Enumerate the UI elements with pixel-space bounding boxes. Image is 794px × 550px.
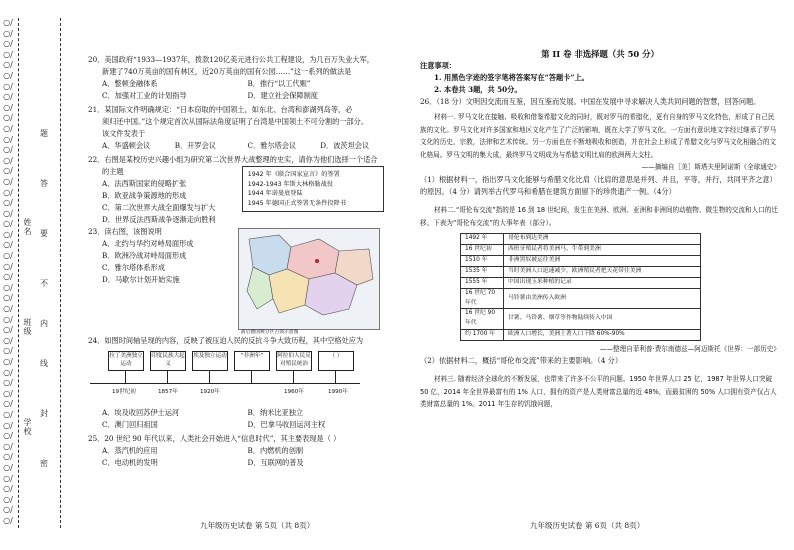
- q25-option-c[interactable]: C．电动机的发明: [102, 458, 158, 467]
- table-cell-event: 当时美洲人口迅速减少，欧洲殖民者把天花带往美洲: [504, 267, 701, 278]
- timeline-year: 1960年: [284, 389, 304, 395]
- timeline-blank[interactable]: （ ）: [318, 351, 354, 371]
- school-label: 学校: [23, 418, 32, 436]
- table-cell-event: 甘薯、马铃薯、烟草等作物陆续传入中国: [504, 309, 701, 329]
- material-1: 材料一. 罗马文化在接触、吸收和借鉴希腊文化的同时，既对罗马的希腊化，更有自身的罗马文化特色，形成了自己民族的文化。罗马文化对许多国家和地区文化产生了广泛的影响，既在大学了罗马文化，一方面有意识地文字经过继承了罗马文化的历史，宗教，法律和艺术传统。另一方面也在不断地吸收和创造，并在社会上形成了希腊文化与罗马文化相融合的文化格局。罗马文明的集大成，最终罗马文明成为与希腊文明比肩的欧洲两大支柱。: [420, 113, 777, 159]
- q24-option-b[interactable]: B．纳米比亚独立: [247, 408, 304, 417]
- timeline-tick: [167, 370, 168, 383]
- section-title: 第 II 卷 非选择题（共 50 分）: [541, 49, 659, 59]
- page-footer-right: 九年级历史试卷 第 6页（共 8页）: [530, 521, 645, 530]
- fact-item: 1942-1943 年斯大林格勒战役: [247, 180, 333, 188]
- table-cell-year: 1555 年: [461, 278, 504, 289]
- timeline-year: 1920年: [200, 389, 220, 395]
- table-cell-year: 1510 年: [461, 256, 504, 267]
- q24-options: [88, 407, 393, 419]
- table-cell-event: 中国出现玉米种植的记录: [504, 278, 701, 289]
- timeline-axis: [90, 383, 360, 384]
- material-2-source: ——整理自菲利普·费尔南德兹—阿迈斯托《世界：一部历史》: [599, 344, 780, 353]
- timeline-tick: [293, 370, 294, 383]
- table-cell-year: 约 1700 年: [461, 329, 504, 340]
- timeline-event: “非洲年”: [234, 351, 270, 371]
- q22-stem: 22．右图是某校历史兴趣小组为研究第二次世界大战整理的史实，请你为他们选择一个适合: [88, 155, 378, 164]
- q20-option-b[interactable]: B．推行“以工代赈”: [247, 79, 311, 88]
- q22-q23-options: [88, 166, 238, 331]
- timeline-event: 印度民族大起义: [150, 351, 186, 371]
- seal-word: 不: [40, 279, 48, 288]
- q24-timeline: [88, 349, 393, 407]
- table-row: [461, 289, 701, 309]
- name-label: 姓名: [23, 218, 32, 236]
- table-row: [461, 329, 701, 340]
- table-cell-event: 哥伦布到达美洲: [504, 234, 701, 245]
- q20-option-d[interactable]: D．建立社会保障制度: [247, 91, 318, 100]
- q22-option-d[interactable]: D．世界反法西斯战争逐渐走向胜利: [102, 215, 216, 224]
- table-cell-year: 16 世纪 70 年代: [461, 289, 504, 309]
- wwii-facts-box: [242, 166, 384, 212]
- q23-option-b[interactable]: B．欧洲冷战对峙局面形成: [102, 251, 187, 260]
- q23-stem: 23．读右图，该图说明: [88, 227, 162, 236]
- table-cell-year: 16 世纪 90 年代: [461, 309, 504, 329]
- note-item: 1. 用黑色字迹的签字笔将答案写在“答题卡”上。: [434, 73, 589, 82]
- q24-option-d[interactable]: D．巴拿马收回运河主权: [247, 420, 326, 429]
- q25-option-a[interactable]: A．蒸汽机的应用: [102, 446, 158, 455]
- q22-stem: 的主题: [102, 167, 124, 176]
- q23-option-a[interactable]: A．北约与华约对峙局面形成: [102, 239, 194, 248]
- fact-item: 1945 年德国正式签署无条件投降书: [247, 199, 346, 207]
- q22-option-b[interactable]: B．欧亚战争策源地的形成: [102, 191, 187, 200]
- left-column: [88, 54, 393, 469]
- binding-margin: [0, 18, 72, 528]
- class-label: 班级: [23, 318, 32, 336]
- q20-stem: 新建了740万英亩的国有林区，近20万英亩的国有公园……”这一系列的做法是: [102, 67, 352, 76]
- q25-stem: 25．20 世纪 90 年代以来，人类社会开始进入“信息时代”，其主要表现是（ ）: [88, 434, 341, 443]
- q25-options: [88, 445, 393, 457]
- q25-option-d[interactable]: D．互联网的普及: [247, 458, 304, 467]
- table-cell-year: 1535 年: [461, 267, 504, 278]
- q21-option-b[interactable]: B．开罗会议: [174, 141, 216, 150]
- q25-options: [88, 457, 393, 469]
- q21-option-a[interactable]: A．华盛顿会议: [102, 141, 151, 150]
- q20-options: [88, 90, 393, 102]
- timeline-tick: [125, 370, 126, 383]
- seal-line: [60, 18, 61, 528]
- table-cell-event: 非洲黑奴被运往美洲: [504, 256, 701, 267]
- timeline-tick: [209, 370, 210, 383]
- table-row: [461, 309, 701, 329]
- q22-option-a[interactable]: A．法西斯国家的侵略扩张: [102, 179, 187, 188]
- q20-options: [88, 78, 393, 90]
- table-cell-year: 1492 年: [461, 234, 504, 245]
- q20-option-a[interactable]: A．整顿金融体系: [102, 79, 158, 88]
- q26-sub2: （2）依据材料二，概括“哥伦布交流”带来的主要影响。（4 分）: [420, 356, 623, 366]
- notes-title: 注意事项：: [420, 61, 456, 70]
- seal-word: 线: [40, 359, 48, 368]
- material-3: 材料三. 随着经济全球化的不断发展，也带来了许多不公平的问题。1950 年世界人口 25 亿，1987 年世界人口突破 50 亿，2014 年全世界最富有的 1% 人口，拥有的资产是人类财富总量的近 48%，而最贫困的 50% 人口拥有资产仅占人类财富总量的 1%。2011 年生存的饥饿问题，: [420, 375, 777, 409]
- table-cell-event: 马铃薯由美洲传入欧洲: [504, 289, 701, 309]
- seal-word: 封: [40, 409, 48, 418]
- table-row: [461, 267, 701, 278]
- q23-option-c[interactable]: C．雅尔塔体系形成: [102, 263, 166, 272]
- columbian-exchange-table: [460, 233, 701, 340]
- q22-figures: [238, 166, 393, 335]
- fact-item: 1942 年《联合国家宣言》的签署: [247, 171, 340, 178]
- q21-options: [88, 140, 393, 152]
- material-2: 材料二.“哥伦布交流”指的是 16 到 18 世纪间，发生在美洲、欧洲、亚洲和非洲间的动植物、微生物的交流和人口的迁移。下表为“哥伦布交流”的大事年表（部分）。: [420, 205, 778, 227]
- q20-option-c[interactable]: C．加强对工业的计划指导: [102, 91, 187, 100]
- q21-stem: 21．某国际文件明确规定：“日本窃取的中国领土，如东北、台湾和澎湖列岛等，必: [88, 105, 353, 114]
- timeline-year: 1990年: [328, 389, 348, 395]
- q23-option-d[interactable]: D．马歇尔计划开始实施: [102, 275, 180, 284]
- q25-option-b[interactable]: B．内燃机的创制: [247, 446, 304, 455]
- table-row: [461, 278, 701, 289]
- timeline-event: 埃及独立运动: [192, 351, 228, 371]
- q22-q23-block: [88, 166, 393, 335]
- seal-word: 答: [40, 179, 48, 188]
- timeline-tick: [251, 370, 252, 383]
- fact-item: 1944 年诺曼底登陆: [247, 190, 303, 197]
- table-row: [461, 256, 701, 267]
- table-row: [461, 234, 701, 245]
- right-column: [420, 48, 780, 411]
- binding-line: [18, 18, 19, 528]
- q21-stem: 须归还中国。”这个规定首次从国际法角度证明了台湾是中国领土不可分割的一部分。: [102, 117, 369, 126]
- map-caption: 战后德国被分区占领示意图: [240, 330, 299, 335]
- table-cell-event: 欧洲人口增长，美洲土著人口下降 60%-90%: [504, 329, 701, 340]
- timeline-event: 拉丁美洲独立运动: [108, 351, 144, 371]
- seal-word: 密: [40, 459, 48, 468]
- table-cell-event: 西班牙殖民者将美洲马、牛带到美洲: [504, 245, 701, 256]
- timeline-event: 阿拉伯人民反对殖民统治: [276, 351, 312, 371]
- seal-word: 内: [40, 319, 48, 328]
- q24-stem: 24．如图时间轴呈现的内容，反映了被压迫人民的反抗斗争大致历程，其中空格处应为: [88, 336, 364, 345]
- table-cell-year: 16 世纪初: [461, 245, 504, 256]
- seal-circle-line: ○/○/○/○/○/○/○/○/○/○/○/○/○/○/○/○/○/○/○/○/○/○/○/○/○/○/○/○/○/○/○/○/○/○/○/○/○/○/○/○/○/○/○/○/○/○/○/○/: [3, 18, 13, 525]
- q26-sub1: （1）根据材料一，指出罗马文化能够与希腊文化比肩（比肩的意思是并列、并且，平等，并行，共同平齐之意）的原因。（4 分）请列举古代罗马和希腊在建筑方面留下的珍贵遗产一例。（4分）: [420, 174, 777, 196]
- map-graphic: [239, 229, 379, 329]
- q20-stem: 20．美国政府“1933—1937年，拨款120亿美元进行公共工程建设，为几百万失业大军，: [88, 55, 374, 64]
- table-row: [461, 245, 701, 256]
- note-item: 2. 本卷共 3题，共 50分。: [434, 85, 522, 94]
- q24-option-a[interactable]: A．埃及收回苏伊士运河: [102, 408, 180, 417]
- germany-occupation-map: [238, 228, 380, 335]
- q22-option-c[interactable]: C．第二次世界大战全面爆发与扩大: [102, 203, 216, 212]
- q24-options: [88, 419, 393, 431]
- timeline-tick: [335, 370, 336, 383]
- material-1-source: ——摘编自［美］斯塔夫里阿诺斯《全球通史》: [641, 163, 780, 172]
- timeline-year: 19世纪初: [112, 389, 136, 395]
- q26-intro: 26．（18 分）文明因交流而互鉴，因互鉴而发展。中国在发展中寻求解决人类共同问题的智慧，回答问题。: [420, 97, 761, 106]
- timeline-year: 1857年: [158, 389, 178, 395]
- seal-word: 要: [40, 229, 48, 238]
- page-footer-left: 九年级历史试卷 第 5页（共 8页）: [200, 521, 315, 530]
- seal-word: 题: [40, 129, 48, 138]
- q21-stem: 该文件发表于: [102, 129, 146, 138]
- q24-option-c[interactable]: C．澳门回归祖国: [102, 420, 158, 429]
- q21-option-d[interactable]: D．波茨坦会议: [320, 141, 370, 150]
- q21-option-c[interactable]: C．雅尔塔会议: [247, 141, 297, 150]
